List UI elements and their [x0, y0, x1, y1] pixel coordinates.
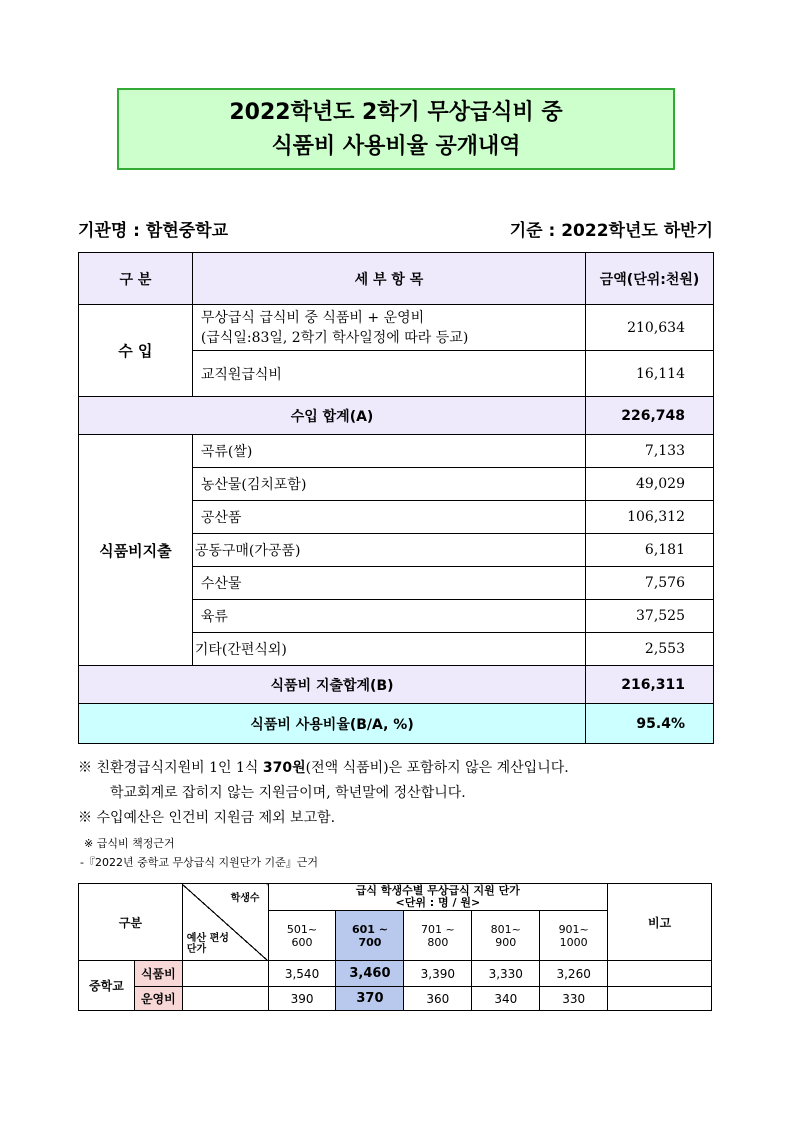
header-category: 구 분 [79, 253, 193, 305]
subtable-title [268, 884, 608, 911]
income-item-1 [192, 305, 585, 351]
budget-label-line1: 예산 편성 [186, 933, 229, 944]
operating-cost-label: 운영비 [134, 987, 182, 1011]
expense-amount: 106,312 [586, 501, 714, 534]
range-cell [268, 911, 336, 961]
expense-total-amount: 216,311 [586, 666, 714, 704]
title-line2: 식품비 사용비율 공개내역 [271, 134, 521, 159]
remarks-cell [608, 987, 712, 1011]
expense-label: 식품비지출 [79, 435, 193, 666]
expense-amount: 6,181 [586, 534, 714, 567]
expense-item: 기타(간편식외) [192, 633, 585, 666]
price-cell-highlighted: 370 [336, 987, 404, 1011]
expense-item: 육류 [192, 600, 585, 633]
range-bottom: 600 [291, 935, 313, 949]
food-cost-label: 식품비 [134, 961, 182, 987]
expense-item: 공동구매(가공품) [192, 534, 585, 567]
expense-item: 공산품 [192, 501, 585, 534]
basis-reference: -『2022년 중학교 무상급식 지원단가 기준』근거 [80, 856, 318, 869]
price-cell-highlighted: 3,460 [336, 961, 404, 987]
expense-amount: 7,133 [586, 435, 714, 468]
income-total-label: 수입 합계(A) [79, 397, 586, 435]
food-cost-table [78, 252, 714, 744]
range-cell [540, 911, 608, 961]
expense-amount: 2,553 [586, 633, 714, 666]
operating-cost-price-row [79, 987, 712, 1011]
school-level: 중학교 [79, 961, 135, 1011]
expense-total-label: 식품비 지출합계(B) [79, 666, 586, 704]
price-cell: 390 [268, 987, 336, 1011]
title-line1: 2022학년도 2학기 무상급식비 중 [229, 100, 563, 125]
range-top: 701 ~ [421, 922, 455, 936]
note-1-amount: 370원 [262, 760, 306, 776]
income-item-1-line2: (급식일:83일, 2학기 학사일정에 따라 등교) [200, 329, 469, 346]
expense-amount: 49,029 [586, 468, 714, 501]
price-cell: 330 [540, 987, 608, 1011]
rate-label: 식품비 사용비율(B/A, %) [79, 704, 586, 744]
income-amount-1: 210,634 [586, 305, 714, 351]
range-bottom: 900 [495, 935, 517, 949]
price-cell: 3,330 [472, 961, 540, 987]
subtable-gubun: 구분 [79, 884, 183, 961]
price-cell: 360 [404, 987, 472, 1011]
students-label: 학생수 [230, 893, 260, 904]
basis-note: ※ 급식비 책정근거 [84, 837, 175, 850]
income-label: 수 입 [79, 305, 193, 397]
range-top: 901~ [558, 922, 589, 936]
range-bottom: 1000 [559, 935, 588, 949]
rate-value: 95.4% [586, 704, 714, 744]
empty-cell [182, 961, 268, 987]
note-1-prefix: ※ 친환경급식지원비 1인 1식 [78, 760, 263, 776]
price-cell: 340 [472, 987, 540, 1011]
subtable-title-line1: 급식 학생수별 무상급식 지원 단가 [355, 884, 520, 897]
price-cell: 3,540 [268, 961, 336, 987]
remarks-header: 비고 [608, 884, 712, 961]
diagonal-header-cell [182, 884, 268, 961]
income-total-amount: 226,748 [586, 397, 714, 435]
budget-label [187, 933, 229, 955]
note-2: ※ 수입예산은 인건비 지원금 제외 보고함. [78, 810, 336, 826]
range-bottom: 800 [427, 935, 449, 949]
header-amount: 금액(단위:천원) [586, 253, 714, 305]
expense-item: 곡류(쌀) [192, 435, 585, 468]
subtable-title-line2: <단위 : 명 / 원> [395, 896, 481, 909]
expense-item: 수산물 [192, 567, 585, 600]
range-top: 601 ~ [351, 922, 388, 936]
title-box [117, 88, 675, 170]
income-item-2: 교직원급식비 [192, 351, 585, 397]
income-total-row [79, 397, 714, 435]
table-row [79, 435, 714, 468]
unit-price-table [78, 883, 712, 1011]
note-1-line2: 학교회계로 잡히지 않는 지원금이며, 학년말에 정산합니다. [110, 785, 466, 801]
price-cell: 3,390 [404, 961, 472, 987]
expense-amount: 7,576 [586, 567, 714, 600]
basis-period: 기준 : 2022학년도 하반기 [509, 221, 713, 241]
range-top: 801~ [490, 922, 521, 936]
income-item-1-line1: 무상급식 급식비 중 식품비 + 운영비 [200, 309, 425, 326]
income-amount-2: 16,114 [586, 351, 714, 397]
expense-amount: 37,525 [586, 600, 714, 633]
range-cell [404, 911, 472, 961]
header-detail: 세 부 항 목 [192, 253, 585, 305]
budget-label-line2: 단가 [186, 944, 207, 955]
institution-name: 기관명 : 함현중학교 [78, 221, 229, 241]
range-bottom: 700 [358, 935, 382, 949]
range-top: 501~ [286, 922, 318, 936]
food-cost-price-row [79, 961, 712, 987]
note-1 [78, 757, 569, 777]
note-1-suffix: (전액 식품비)은 포함하지 않은 계산입니다. [305, 760, 569, 776]
table-row [79, 305, 714, 351]
empty-cell [182, 987, 268, 1011]
price-cell: 3,260 [540, 961, 608, 987]
range-cell [472, 911, 540, 961]
expense-item: 농산물(김치포함) [192, 468, 585, 501]
remarks-cell [608, 961, 712, 987]
table-header [79, 253, 714, 305]
range-cell-highlighted [336, 911, 404, 961]
rate-row [79, 704, 714, 744]
expense-total-row [79, 666, 714, 704]
